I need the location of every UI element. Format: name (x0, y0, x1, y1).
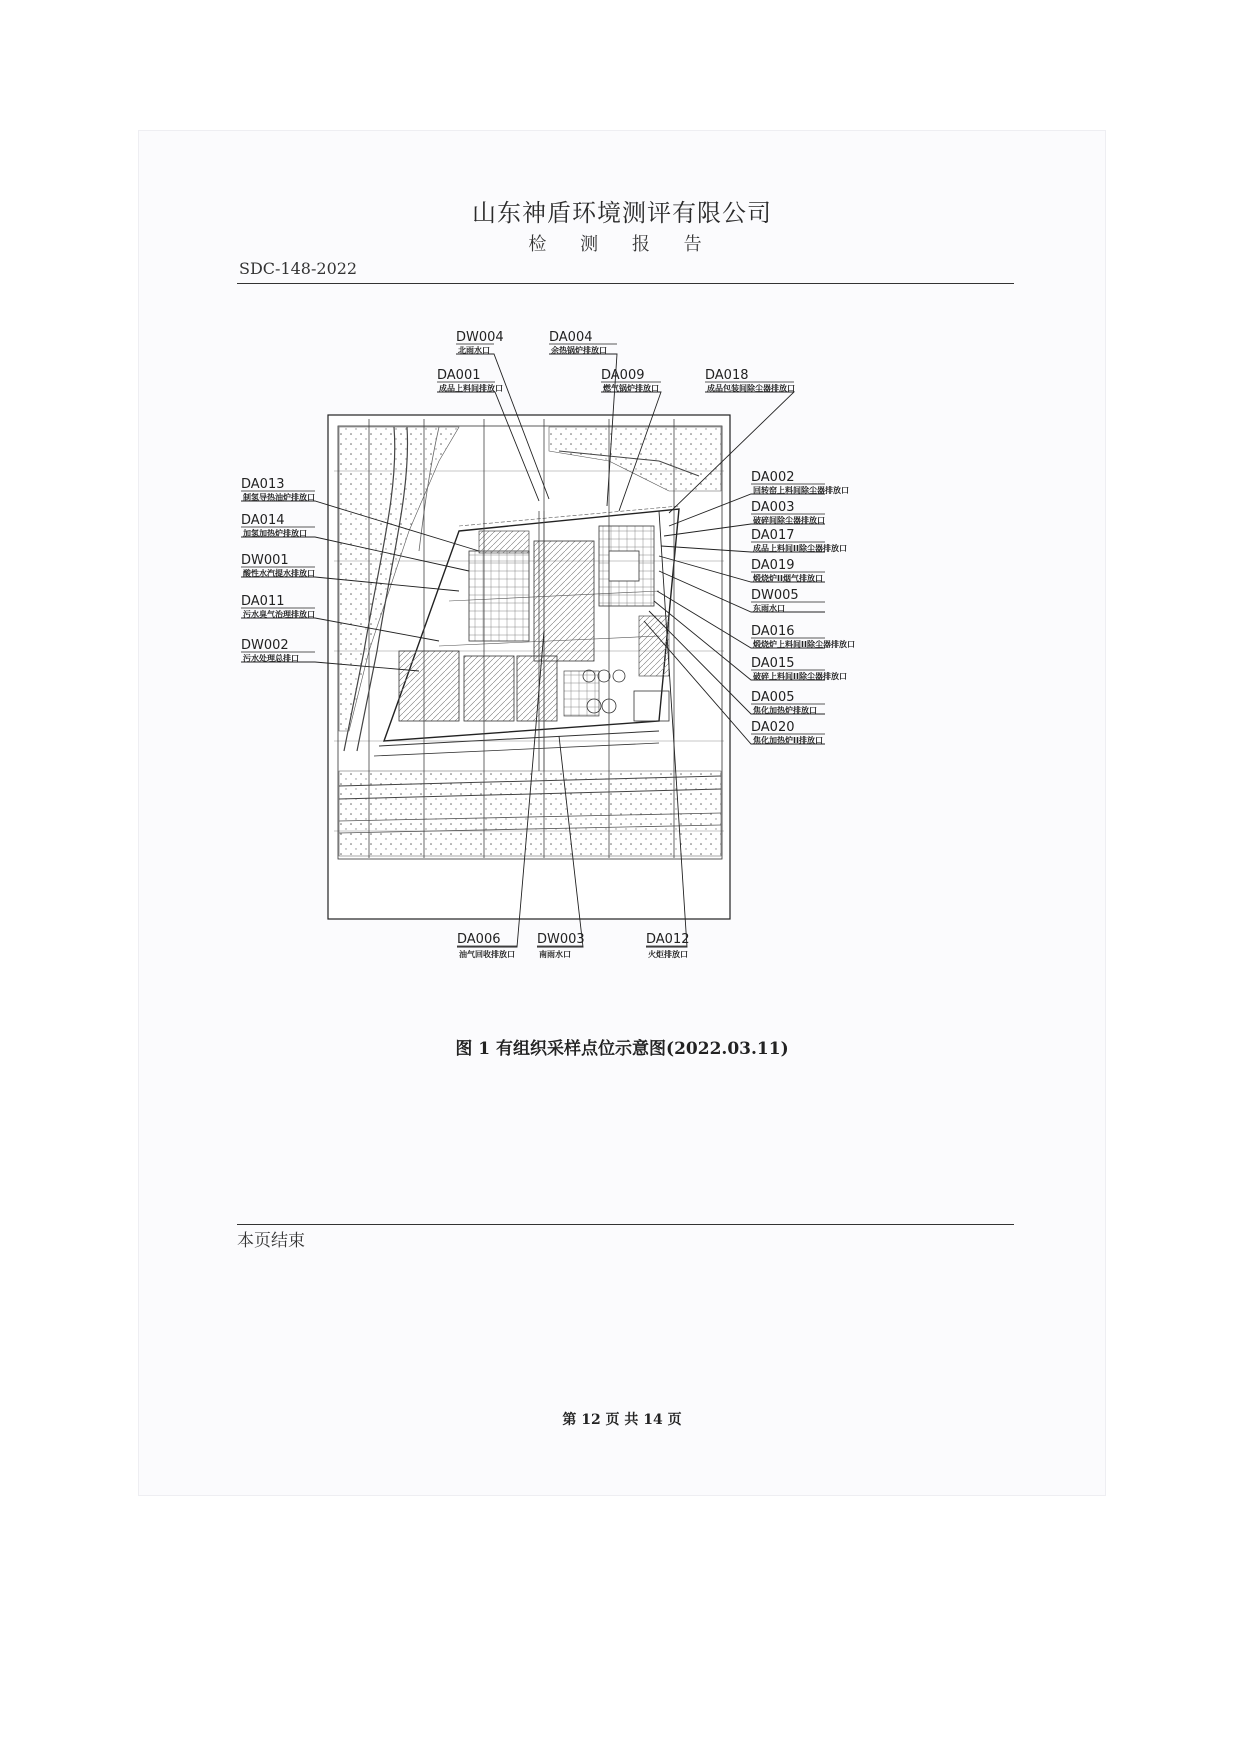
svg-text:污水处理总排口: 污水处理总排口 (243, 654, 299, 663)
svg-text:DA016: DA016 (751, 624, 795, 639)
svg-text:DW002: DW002 (241, 638, 289, 653)
footer-rule (237, 1224, 1014, 1225)
svg-text:DW001: DW001 (241, 553, 289, 568)
report-page (139, 131, 1105, 1495)
svg-text:污水臭气治理排放口: 污水臭气治理排放口 (243, 610, 315, 619)
label-da015 (751, 656, 847, 681)
svg-text:煅烧炉II烟气排放口: 煅烧炉II烟气排放口 (753, 574, 823, 583)
svg-text:DW005: DW005 (751, 588, 799, 603)
end-of-page-note: 本页结束 (237, 1231, 305, 1251)
label-dw001 (241, 553, 315, 578)
svg-text:制氢导热油炉排放口: 制氢导热油炉排放口 (243, 493, 315, 502)
svg-text:DA005: DA005 (751, 690, 795, 705)
company-name: 山东神盾环境测评有限公司 (472, 199, 772, 227)
svg-text:成品上料间排放口: 成品上料间排放口 (439, 384, 503, 393)
svg-text:DW003: DW003 (537, 932, 585, 947)
svg-text:南雨水口: 南雨水口 (539, 950, 571, 959)
svg-text:DA004: DA004 (549, 330, 593, 345)
label-da012 (646, 932, 690, 959)
svg-text:DA020: DA020 (751, 720, 795, 735)
label-da019 (751, 558, 825, 583)
label-da004 (549, 330, 617, 355)
svg-text:DA015: DA015 (751, 656, 795, 671)
label-dw003 (537, 932, 585, 959)
svg-text:东雨水口: 东雨水口 (753, 604, 785, 613)
label-da002 (751, 470, 849, 495)
document-number: SDC-148-2022 (239, 259, 358, 278)
label-da005 (751, 690, 825, 715)
label-da003 (751, 500, 825, 525)
label-dw004 (456, 330, 504, 355)
svg-text:燃气锅炉排放口: 燃气锅炉排放口 (603, 384, 659, 393)
page-number: 第 12 页 共 14 页 (562, 1412, 682, 1428)
svg-text:加氢加热炉排放口: 加氢加热炉排放口 (243, 529, 307, 538)
svg-text:油气回收排放口: 油气回收排放口 (459, 950, 515, 959)
label-da001 (437, 368, 503, 393)
svg-text:DA001: DA001 (437, 368, 481, 383)
svg-text:DA003: DA003 (751, 500, 795, 515)
document-type: 检 测 报 告 (528, 234, 716, 255)
svg-text:DA011: DA011 (241, 594, 285, 609)
svg-text:DA018: DA018 (705, 368, 749, 383)
svg-text:DA009: DA009 (601, 368, 645, 383)
svg-text:焦化加热炉排放口: 焦化加热炉排放口 (753, 706, 817, 715)
label-da011 (241, 594, 315, 619)
svg-text:DA002: DA002 (751, 470, 795, 485)
svg-text:DA014: DA014 (241, 513, 285, 528)
label-dw005 (751, 588, 825, 613)
label-da006 (457, 932, 517, 959)
svg-text:回转窑上料间除尘器排放口: 回转窑上料间除尘器排放口 (753, 486, 849, 495)
svg-text:北雨水口: 北雨水口 (458, 346, 490, 355)
svg-text:焦化加热炉II排放口: 焦化加热炉II排放口 (753, 736, 823, 745)
svg-text:DA019: DA019 (751, 558, 795, 573)
svg-text:DW004: DW004 (456, 330, 504, 345)
svg-text:火炬排放口: 火炬排放口 (648, 950, 688, 959)
svg-text:成品上料间II除尘器排放口: 成品上料间II除尘器排放口 (753, 544, 847, 553)
label-da020 (751, 720, 825, 745)
label-da013 (241, 477, 315, 502)
label-da014 (241, 513, 315, 538)
svg-text:破碎间除尘器排放口: 破碎间除尘器排放口 (753, 516, 825, 525)
label-da018 (705, 368, 795, 393)
label-dw002 (241, 638, 315, 663)
svg-text:DA017: DA017 (751, 528, 795, 543)
label-da009 (601, 368, 661, 393)
svg-text:DA012: DA012 (646, 932, 690, 947)
svg-text:煅烧炉上料间II除尘器排放口: 煅烧炉上料间II除尘器排放口 (753, 640, 855, 649)
svg-text:酸性水汽提水排放口: 酸性水汽提水排放口 (243, 569, 315, 578)
sampling-site-map (139, 131, 1105, 1031)
figure-caption: 图 1 有组织采样点位示意图(2022.03.11) (455, 1039, 789, 1059)
svg-text:余热锅炉排放口: 余热锅炉排放口 (551, 346, 607, 355)
svg-text:破碎上料间II除尘器排放口: 破碎上料间II除尘器排放口 (753, 672, 847, 681)
svg-text:DA013: DA013 (241, 477, 285, 492)
svg-text:DA006: DA006 (457, 932, 501, 947)
label-da017 (751, 528, 847, 553)
label-da016 (751, 624, 855, 649)
svg-text:成品包装间除尘器排放口: 成品包装间除尘器排放口 (707, 384, 795, 393)
